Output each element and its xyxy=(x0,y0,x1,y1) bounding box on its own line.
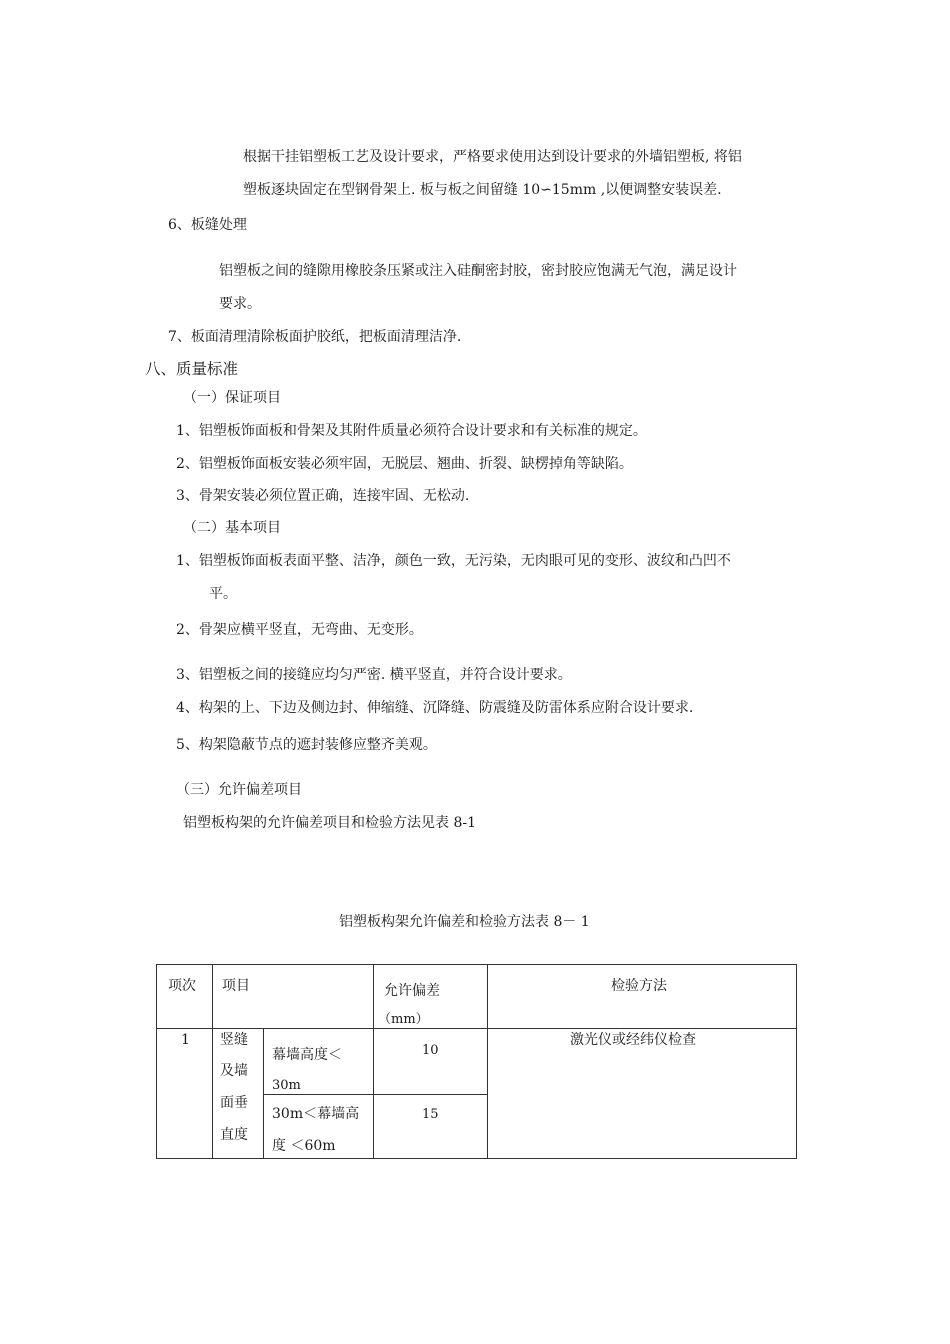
list-item: 2、骨架应横平竖直，无弯曲、无变形。 xyxy=(176,622,423,638)
list-item: 3、骨架安装必须位置正确，连接牢固、无松动. xyxy=(176,488,470,504)
sub-item-value: 10 xyxy=(422,1043,439,1058)
row-index: 1 xyxy=(181,1032,190,1048)
list-item: 2、铝塑板饰面板安装必须牢固，无脱层、翘曲、折裂、缺楞掉角等缺陷。 xyxy=(176,456,633,472)
paragraph-line: 要求。 xyxy=(219,296,261,312)
header-tolerance: 允许偏差 xyxy=(384,983,440,999)
sub-item-value: 15 xyxy=(422,1107,439,1122)
header-tolerance-unit: （mm） xyxy=(378,1012,429,1027)
sub-item-label: 幕墙高度＜ xyxy=(272,1047,342,1063)
table-border xyxy=(156,1028,797,1029)
table-border xyxy=(156,1158,797,1159)
subsection-heading: （一）保证项目 xyxy=(183,390,281,406)
section-heading: 八、质量标准 xyxy=(145,360,239,378)
table-caption: 铝塑板构架允许偏差和检验方法表 8－ 1 xyxy=(339,914,590,930)
list-item: 3、铝塑板之间的接缝应均匀严密. 横平竖直，并符合设计要求。 xyxy=(176,667,572,683)
row-item-text: 竖缝 xyxy=(220,1032,248,1048)
paragraph-line: 铝塑板构架的允许偏差项目和检验方法见表 8-1 xyxy=(183,815,476,831)
table-border xyxy=(796,964,797,1159)
sub-item-label: 30m xyxy=(272,1078,301,1093)
sub-item-label: 30m＜幕墙高 xyxy=(272,1106,360,1122)
table-border xyxy=(373,964,374,1029)
table-border xyxy=(156,964,797,965)
subsection-heading: （二）基本项目 xyxy=(183,520,281,536)
list-item: 7、板面清理清除板面护胶纸，把板面清理洁净. xyxy=(168,329,462,345)
list-item: 6、板缝处理 xyxy=(168,217,247,233)
table-border xyxy=(487,964,488,1159)
paragraph-line: 铝塑板之间的缝隙用橡胶条压紧或注入硅酮密封胶，密封胶应饱满无气泡，满足设计 xyxy=(219,263,737,279)
list-item: 1、铝塑板饰面板和骨架及其附件质量必须符合设计要求和有关标准的规定。 xyxy=(176,423,647,439)
subsection-heading: （三）允许偏差项目 xyxy=(176,782,302,798)
row-item-text: 直度 xyxy=(220,1127,248,1143)
list-item: 5、构架隐蔽节点的遮封装修应整齐美观。 xyxy=(176,737,437,753)
data-table xyxy=(156,964,797,1159)
list-item: 4、构架的上、下边及侧边封、伸缩缝、沉降缝、防震缝及防雷体系应附合设计要求. xyxy=(176,700,694,716)
sub-item-label: 度 ＜60m xyxy=(272,1138,336,1154)
paragraph-line: 根据干挂铝塑板工艺及设计要求，严格要求使用达到设计要求的外墙铝塑板, 将铝 xyxy=(243,149,742,165)
header-method: 检验方法 xyxy=(611,978,667,994)
row-item-text: 及墙 xyxy=(220,1063,248,1079)
list-item: 1、铝塑板饰面板表面平整、洁净，颜色一致，无污染，无肉眼可见的变形、波纹和凸凹不 xyxy=(176,553,731,569)
list-item-continuation: 平。 xyxy=(209,586,237,602)
table-border xyxy=(212,964,213,1159)
paragraph-line: 塑板逐块固定在型钢骨架上. 板与板之间留缝 10∽15mm ,以便调整安装误差. xyxy=(243,182,722,198)
row-item-text: 面垂 xyxy=(220,1095,248,1111)
table-border xyxy=(156,964,157,1159)
row-method: 激光仪或经纬仪检查 xyxy=(570,1032,696,1048)
header-item: 项目 xyxy=(222,978,250,994)
header-index: 项次 xyxy=(168,978,196,994)
